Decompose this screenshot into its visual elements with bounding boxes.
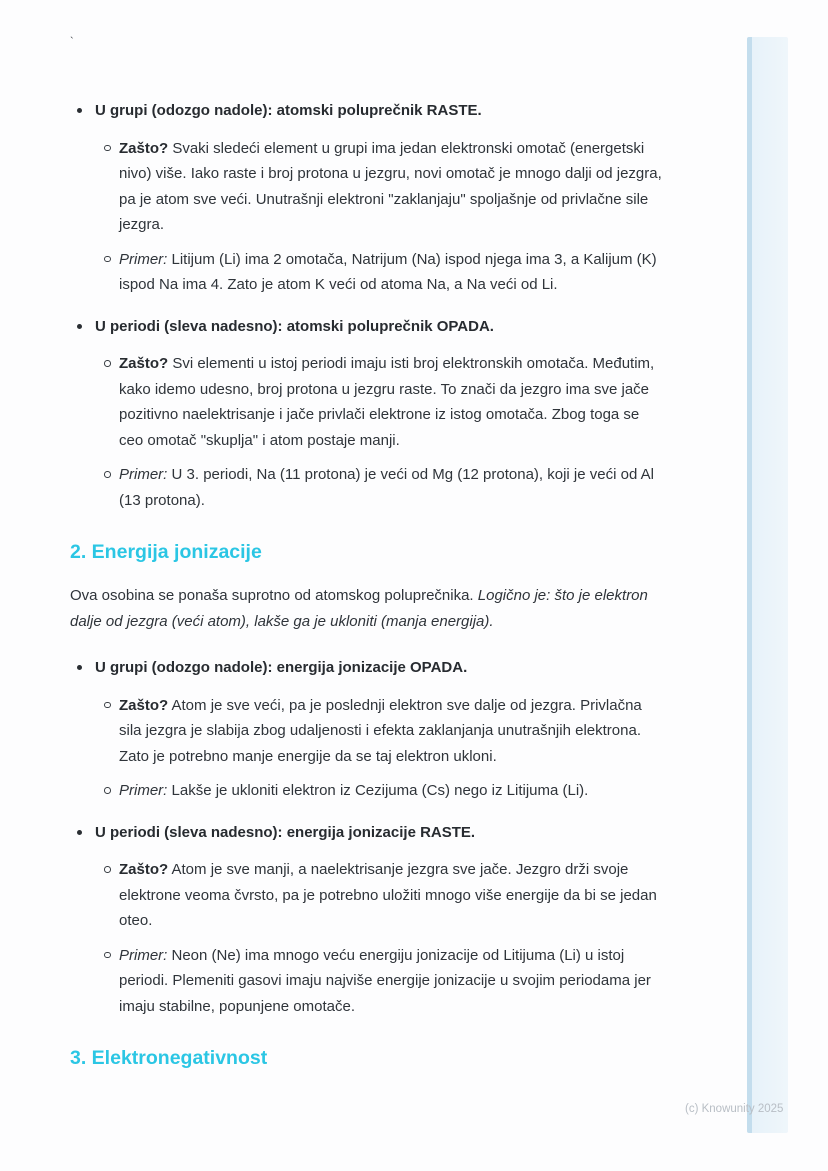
item-body-text: Atom je sve veći, pa je poslednji elektron sve dalje od jezgra. Privlačna sila jezgra je slabija zbog udaljenosti i efekta zaklanjanja unutrašnjih elektrona. Zato je potrebno manje energije da se taj elektron ukloni. (119, 696, 642, 765)
sub-bullet-item (70, 351, 662, 453)
example-label: Primer: (119, 466, 168, 483)
sub-bullet-item (70, 943, 662, 1020)
item-text (119, 778, 662, 804)
item-text: U periodi (sleva nadesno): energija jonizacije RASTE. (95, 823, 476, 841)
item-text: U periodi (sleva nadesno): atomski poluprečnik OPADA. (95, 317, 494, 335)
item-text (119, 247, 662, 298)
item-body-text: U 3. periodi, Na (11 protona) je veći od Mg (12 protona), koji je veći od Al (13 protona). (119, 466, 654, 509)
sub-bullet-icon (104, 256, 111, 263)
bullet-icon (77, 830, 82, 835)
item-text: U grupi (odozgo nadole): atomski poluprečnik RASTE. (95, 102, 482, 119)
stray-backtick-mark: ` (70, 36, 74, 48)
section-heading: 3. Elektronegativnost (70, 1047, 268, 1069)
sub-bullet-icon (104, 866, 111, 873)
item-text (119, 943, 662, 1020)
section-heading: 2. Energija jonizacije (70, 541, 262, 563)
example-label: Primer: (119, 782, 168, 799)
sub-bullet-icon (104, 952, 111, 959)
item-text (119, 462, 662, 513)
sub-bullet-icon (104, 360, 111, 367)
bullet-item (70, 314, 662, 340)
item-body-text: Svaki sledeći element u grupi ima jedan elektronski omotač (energetski nivo) više. Iako raste i broj protona u jezgru, novi omotač je mnogo dalji od jezgra, pa je atom sve veći. Unutrašnji elektroni "zaklanjaju" spoljašnje od privlačne sile jezgra. (119, 139, 662, 233)
item-body-text: Lakše je ukloniti elektron iz Cezijuma (Cs) nego iz Litijuma (Li). (167, 782, 589, 799)
sub-bullet-icon (104, 145, 111, 152)
item-body-text: Litijum (Li) ima 2 omotača, Natrijum (Na) ispod njega ima 3, a Kalijum (K) ispod Na ima 4. Zato je atom K veći od atoma Na, a Na veći od Li. (119, 250, 657, 293)
example-label: Primer: (119, 946, 168, 964)
intro-paragraph (70, 583, 662, 634)
content-blocks (70, 82, 662, 1089)
why-label: Zašto? (119, 696, 169, 714)
sub-bullet-item (70, 462, 662, 513)
item-text (119, 693, 662, 770)
item-body-text: Neon (Ne) ima mnogo veću energiju jonizacije od Litijuma (Li) u istoj periodi. Plemeniti gasovi imaju najviše energije jonizacije u svojim periodama jer imaju stabilne, popunjene omotače. (119, 946, 651, 1015)
sub-bullet-item (70, 693, 662, 770)
why-label: Zašto? (119, 139, 169, 157)
bullet-icon (77, 108, 82, 113)
bullet-icon (77, 324, 82, 329)
sub-bullet-item (70, 778, 662, 804)
sub-bullet-icon (104, 702, 111, 709)
sub-bullet-item (70, 857, 662, 934)
item-text: U grupi (odozgo nadole): energija jonizacije OPADA. (95, 659, 468, 676)
example-label: Primer: (119, 250, 168, 268)
sub-bullet-icon (104, 471, 111, 478)
bullet-icon (77, 665, 82, 670)
bullet-item (70, 98, 662, 124)
paragraph-italic-text: Logično je: što je elektron dalje od jezgra (veći atom), lakše ga je ukloniti (manja energija). (70, 587, 648, 630)
item-body-text: Svi elementi u istoj periodi imaju isti broj elektronskih omotača. Međutim, kako idemo udesno, broj protona u jezgru raste. To znači da jezgro ima sve jače pozitivno naelektrisanje i jače privlači elektrone iz istog omotača. Zbog toga se ceo omotač "skuplja" i atom postaje manji. (119, 355, 655, 449)
bullet-item (70, 655, 662, 681)
item-text (119, 136, 662, 238)
sub-bullet-item (70, 136, 662, 238)
why-label: Zašto? (119, 355, 169, 372)
item-text (119, 351, 662, 453)
paragraph-text: Ova osobina se ponaša suprotno od atomskog poluprečnika. (70, 587, 478, 604)
right-margin-stripe (747, 37, 788, 1133)
sub-bullet-icon (104, 787, 111, 794)
sub-bullet-item (70, 247, 662, 298)
item-text (119, 857, 662, 934)
copyright-watermark: (c) Knowunity 2025 (685, 1103, 784, 1115)
item-body-text: Atom je sve manji, a naelektrisanje jezgra sve jače. Jezgro drži svoje elektrone veoma čvrsto, pa je potrebno uložiti mnogo više energije da bi se jedan oteo. (119, 861, 657, 929)
bullet-item (70, 820, 662, 846)
why-label: Zašto? (119, 861, 169, 878)
